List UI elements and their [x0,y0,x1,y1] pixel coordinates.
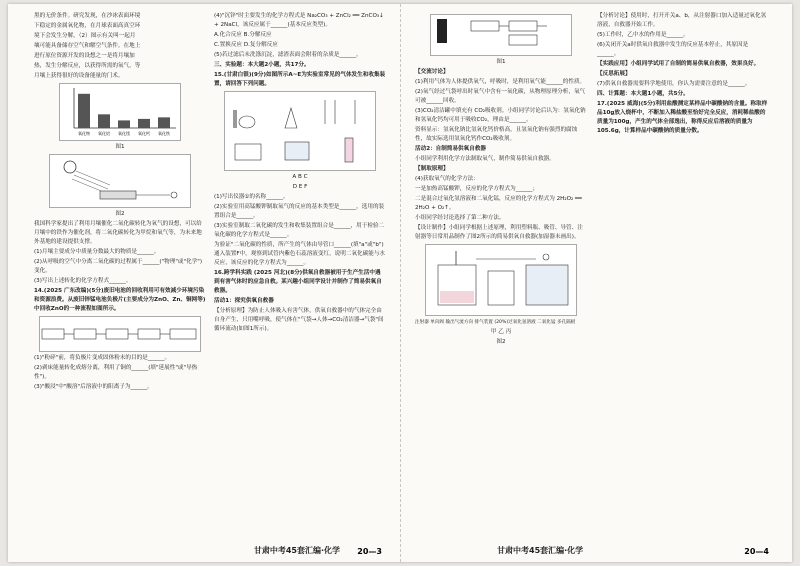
text-line: 月壤上获得很好的设备能量的门术。 [34,73,124,79]
question: (4)"沉锌"时主要发生的化学方程式是 Na₂CO₃ + ZnCl₂ ══ ZnCO₃↓ + 2NaCl，该反应属于______(基本反应类型)。 [214,13,384,28]
question: 一是加热高锰酸钾，反应的化学方程式为______； [415,186,539,192]
chart-label: 氧化物 [78,131,90,136]
question-14: 14.(2025 广东改编)(5分)废旧电池的回收利用可有效减少环境污染和资源浪费。从废旧锌锰电池负极片(主要成分为ZnO、Zn、铜网等)中回收ZnO的一种流程如图所示。 [34,288,206,312]
text-line: 热，发生分解反应，以获得所需的氧气，等 [34,63,141,69]
right-col-1 [415,12,587,532]
section-heading: 【实践应用】小组同学试用了自制的简易供氧自救器，效果良好。 [597,61,760,67]
text-line: 境下会发生分解，（2）图示有关叫一起月 [34,33,136,39]
section-heading: 三、实验题：本大题2小题，共17分。 [214,62,310,68]
paragraph: 【设计制作】小组同学根据上述原理，利用塑料瓶、吸管、导管、注射器等日常用品制作了图2所示的简易供氧自救器(加湿器未画出)。 [415,225,583,240]
question: (1)利用气体为人体提供氧气，呼吸时，是利用氧气能______的性质。 [415,79,586,85]
section-heading: 【制取原理】 [415,166,449,172]
exam-spread [8,4,792,562]
question: (2)从呼吸的空气中分离二氧化碳的过程属于______("物理"或"化学")变化。 [34,259,203,274]
question: (6)关闭开关a时供氧自救器中发生的反应基本停止，其原因是______。 [597,42,749,57]
footer-title: 甘肃中考45套汇编·化学 [497,546,584,555]
question: (3)CO₂清洁罐中填充有 CO₂吸收剂。小组同学讨论后认为：氢氧化钠和氢氧化钙均可用于吸收CO₂，理由是______。 [415,108,586,123]
chart-bar [138,119,150,128]
section-heading: 四、计算题：本大题1小题，共5分。 [597,91,689,97]
text-line: 黑的无价条件。研究发现，在沙冰表面环境 [34,13,141,19]
question: 二是混合过氧化氢溶液和二氧化锰，反应的化学方程式为 2H₂O₂ ══ 2H₂O + O₂↑。 [415,196,582,211]
question: (2)氧气经过气袋呼出时氧气中含有一氧化碳，从物理原理分析，氧气可被______回收。 [415,89,586,104]
question: (3)实验室制取二氧化碳的发生和收集装置组合是______，用于检验二氧化碳的化学方程式是______。 [214,223,385,238]
right-col-2 [597,12,769,532]
question: 为验证"二氧化碳的性质，所产生的气体由导管口______(填"a"或"b")通入装置F中，观察到试管内紫色石蕊溶液变红，说明二氧化碳能与水反应，该反应的化学方程式为______。 [214,242,386,266]
question: (4)获取氧气的化学方法： [415,176,479,182]
question: (5)若过滤后未洗涤沉淀，滤渣表面会附着的杂质是______。 [214,52,362,58]
question: (2)剥床能量转化成熔分离，利用了铜的______(填"延展性"或"导热性")。 [34,365,198,380]
figure-caption: 图1 [115,144,125,150]
chart-label: 氧化镁 [118,131,130,136]
question: (2)实验室用高锰酸钾制取氧气的反应的基本类型是______，选用的装置组合是______。 [214,204,385,219]
apparatus-figure [224,91,376,171]
activity-heading: 活动1：探究供氧自救器 [214,298,274,304]
figure-caption: 图2 [115,211,125,217]
activity-heading: 活动2：自制简易供氧自救器 [415,146,487,152]
flowchart-figure [39,316,201,352]
paragraph: 资料显示：氢氧化钠比氢氧化钙价格高，且氢氧化钠有强烈的腐蚀性，故实际选用氢氧化钙作CO₂吸收剂。 [415,127,578,142]
question: (3)"酸浸"中"酸溶"后溶液中的阳离子为______。 [34,384,153,390]
figure-labels: 注射器 单向阀 输出气流方向 排气装置 (20%)过氧化氢溶液 二氧化锰 多孔隔板 [415,320,576,325]
left-col-2 [214,12,386,532]
sun-diagram [49,154,191,208]
figure-labels: D E F [292,184,308,190]
section-heading: 【反思拓展】 [597,71,631,77]
text-line: 进行原位资源开发的设想之一是将月壤加 [34,53,135,59]
question: (1)月壤主要成分中质量分数最大的物质是______。 [34,249,160,255]
figure-labels: A B C [292,174,308,180]
paragraph: 我国科学家提出了利用月壤催化二氧化碳转化为氧气的设想，可以给月壤中的铁作为催化剂，将二氧化碳转化为甲烷和氧气等，为未来地外基地的建设提供支撑。 [34,221,202,245]
chart-bar [158,117,170,128]
question: (5)工作时，乙中水的作用是______。 [597,32,689,38]
option-row: C.置换反应 D.复分解反应 [214,42,278,48]
section-heading: 【交流讨论】 [415,69,449,75]
question: (3)写出上述转化的化学方程式______。 [34,278,132,284]
figure-labels: 甲 乙 丙 [490,329,512,335]
figure-caption: 图1 [496,59,506,65]
question-17: 17.(2025 威海)(5分)利用盐酸测定某样品中碳酸钠的含量。称取样品10g放入烧杯中，不断加入稀盐酸至恰好完全反应，消耗稀盐酸的质量为100g，产生的气体全部逸出，称得反应后溶液的质量为105.6g，计算样品中碳酸钠的质量分数。 [597,101,768,134]
chart-label: 氧化铁 [158,131,170,136]
oxygen-device-figure-1 [430,14,572,56]
oxygen-device-figure-2 [425,244,577,316]
chart-label: 氧化钙 [138,131,150,136]
page-number: 20—4 [744,547,769,556]
chart-bar [118,120,130,128]
left-col-1 [34,12,206,532]
question-15: 15.(甘肃白银)(9分)如图所示A~E为实验室常见的气体发生和收集装置，请回答下列问题。 [214,72,386,87]
paragraph: 小组同学利用化学方法制取氧气，制作简易供氧自救器。 [415,156,555,162]
chart-bar [98,114,110,128]
chart-label: 氧化铝 [98,131,110,136]
paragraph: 小组同学经讨论选择了第二种方法。 [415,215,505,221]
question-16: 16.跨学科实践 (2025 河北)(8分)供氧自救器被用于生产生活中遇到有害气体时的应急自救。某兴趣小组同学设计并制作了简易供氧自救器。 [214,270,382,294]
page-left [8,4,400,562]
chart-bar [78,94,90,128]
figure-caption: 图2 [496,339,506,345]
text-line: 壤可能具备储存空气和解空气条件。在地上 [34,43,141,49]
footer-title: 甘肃中考45套汇编·化学 [253,546,340,555]
option-row: A.化合反应 B.分解反应 [214,32,272,38]
bar-chart-figure [59,83,181,141]
paragraph: 【分析原理】为防止人体吸入有害气体，供氧自救器中的气体完全由自身产生，只用嘴呼吸，使气体在"气袋→人体→CO₂清洁器→气袋"间循环流动(如图1所示)。 [214,308,384,332]
page-right [400,4,793,562]
question: (7)供氧自救器需要科学地使用，你认为需要注意的是______。 [597,81,751,87]
question: (1)"粉碎"前，将负极片变成固体粉末的目的是______。 [34,355,171,361]
text-line: 下稳定的金属氧化物，在月球表面高真空环 [34,23,141,29]
paragraph: 【分析讨论】使用时，打开开关a、b，从注射器口加入适量过氧化氢溶液，自救器开始工作。 [597,13,767,28]
question: (1)写出仪器①的名称______。 [214,194,289,200]
page-number: 20—3 [357,547,382,556]
